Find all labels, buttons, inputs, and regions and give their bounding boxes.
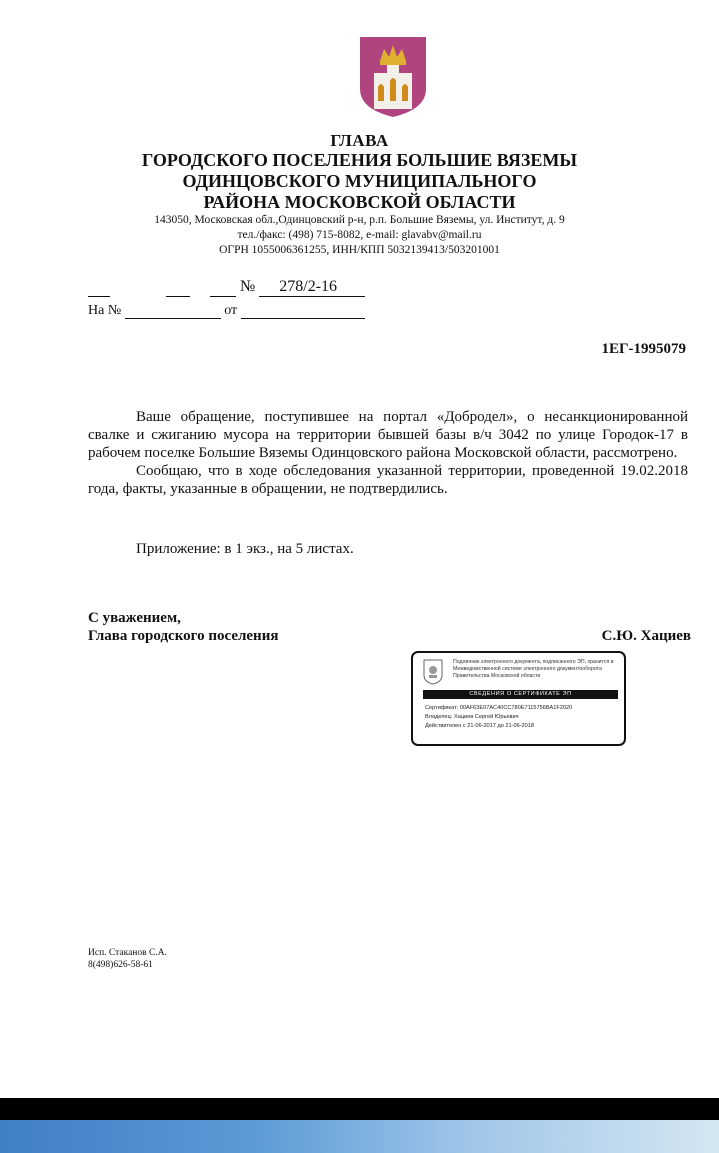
header-contacts: тел./факс: (498) 715-8082, e-mail: glavabv@mail.ru [237, 229, 482, 241]
incoming-ref-blank [125, 305, 221, 319]
stamp-note: Подлинник электронного документа, подписанного ЭП, хранится в Межведомственной системе электронного документооборота Правительства Московской области [453, 659, 614, 679]
header-org-line1: ГОРОДСКОГО ПОСЕЛЕНИЯ БОЛЬШИЕ ВЯЗЕМЫ [141, 150, 578, 170]
header-org-line3: РАЙОНА МОСКОВСКОЙ ОБЛАСТИ [203, 192, 516, 212]
header-title: ГЛАВА [330, 131, 389, 150]
letter-body [88, 408, 688, 498]
bottom-background-strip [0, 1120, 719, 1153]
stamp-title: СВЕДЕНИЯ О СЕРТИФИКАТЕ ЭП [423, 690, 618, 699]
outgoing-number: 278/2-16 [259, 278, 365, 297]
attachment-note: Приложение: в 1 экз., на 5 листах. [136, 541, 354, 557]
coat-of-arms-icon [358, 35, 428, 119]
stamp-certificate: Сертификат: 00AF63E07AC40CC780E7115756BA1F2020 [425, 705, 573, 711]
incoming-ref-label: На № [88, 303, 122, 318]
stamp-validity: Действителен с 21-06-2017 до 21-06-2018 [425, 723, 534, 729]
incoming-ref-line [88, 303, 365, 319]
executor-info [88, 947, 167, 971]
body-paragraph: Ваше обращение, поступившее на портал «Добродел», о несанкционированной свалке и сжиганию мусора на территории бывшей базы в/ч 3042 по улице Городок-17 в рабочем поселке Большие Вяземы Одинцовского района Московской области, рассмотрено. [88, 409, 688, 461]
date-blank [166, 282, 190, 297]
signer-name: С.Ю. Хациев [601, 628, 691, 644]
number-label: № [240, 278, 256, 295]
region-emblem-icon [423, 659, 443, 685]
executor-name: Исп. Стаканов С.А. [88, 948, 167, 958]
stamp-owner: Владелец: Хациев Сергей Юрьевич [425, 714, 519, 720]
signer-position: Глава городского поселения [88, 628, 279, 644]
registration-number: 1ЕГ-1995079 [601, 341, 686, 357]
date-blank [210, 282, 236, 297]
header-address: 143050, Московская обл.,Одинцовский р-н, р.п. Большие Вяземы, ул. Институт, д. 9 [154, 214, 565, 226]
incoming-date-blank [241, 305, 365, 319]
closing-regards: С уважением, [88, 610, 181, 626]
electronic-signature-stamp [411, 651, 626, 746]
bottom-black-band [0, 1098, 719, 1120]
incoming-from-label: от [224, 303, 238, 318]
outgoing-number-line [88, 278, 365, 297]
header-org-line2: ОДИНЦОВСКОГО МУНИЦИПАЛЬНОГО [182, 171, 537, 191]
date-blank [88, 282, 110, 297]
header-ids: ОГРН 1055006361255, ИНН/КПП 5032139413/503201001 [219, 244, 500, 256]
executor-phone: 8(498)626-58-61 [88, 960, 153, 970]
body-paragraph: Сообщаю, что в ходе обследования указанной территории, проведенной 19.02.2018 года, факты, указанные в обращении, не подтвердились. [88, 463, 688, 497]
